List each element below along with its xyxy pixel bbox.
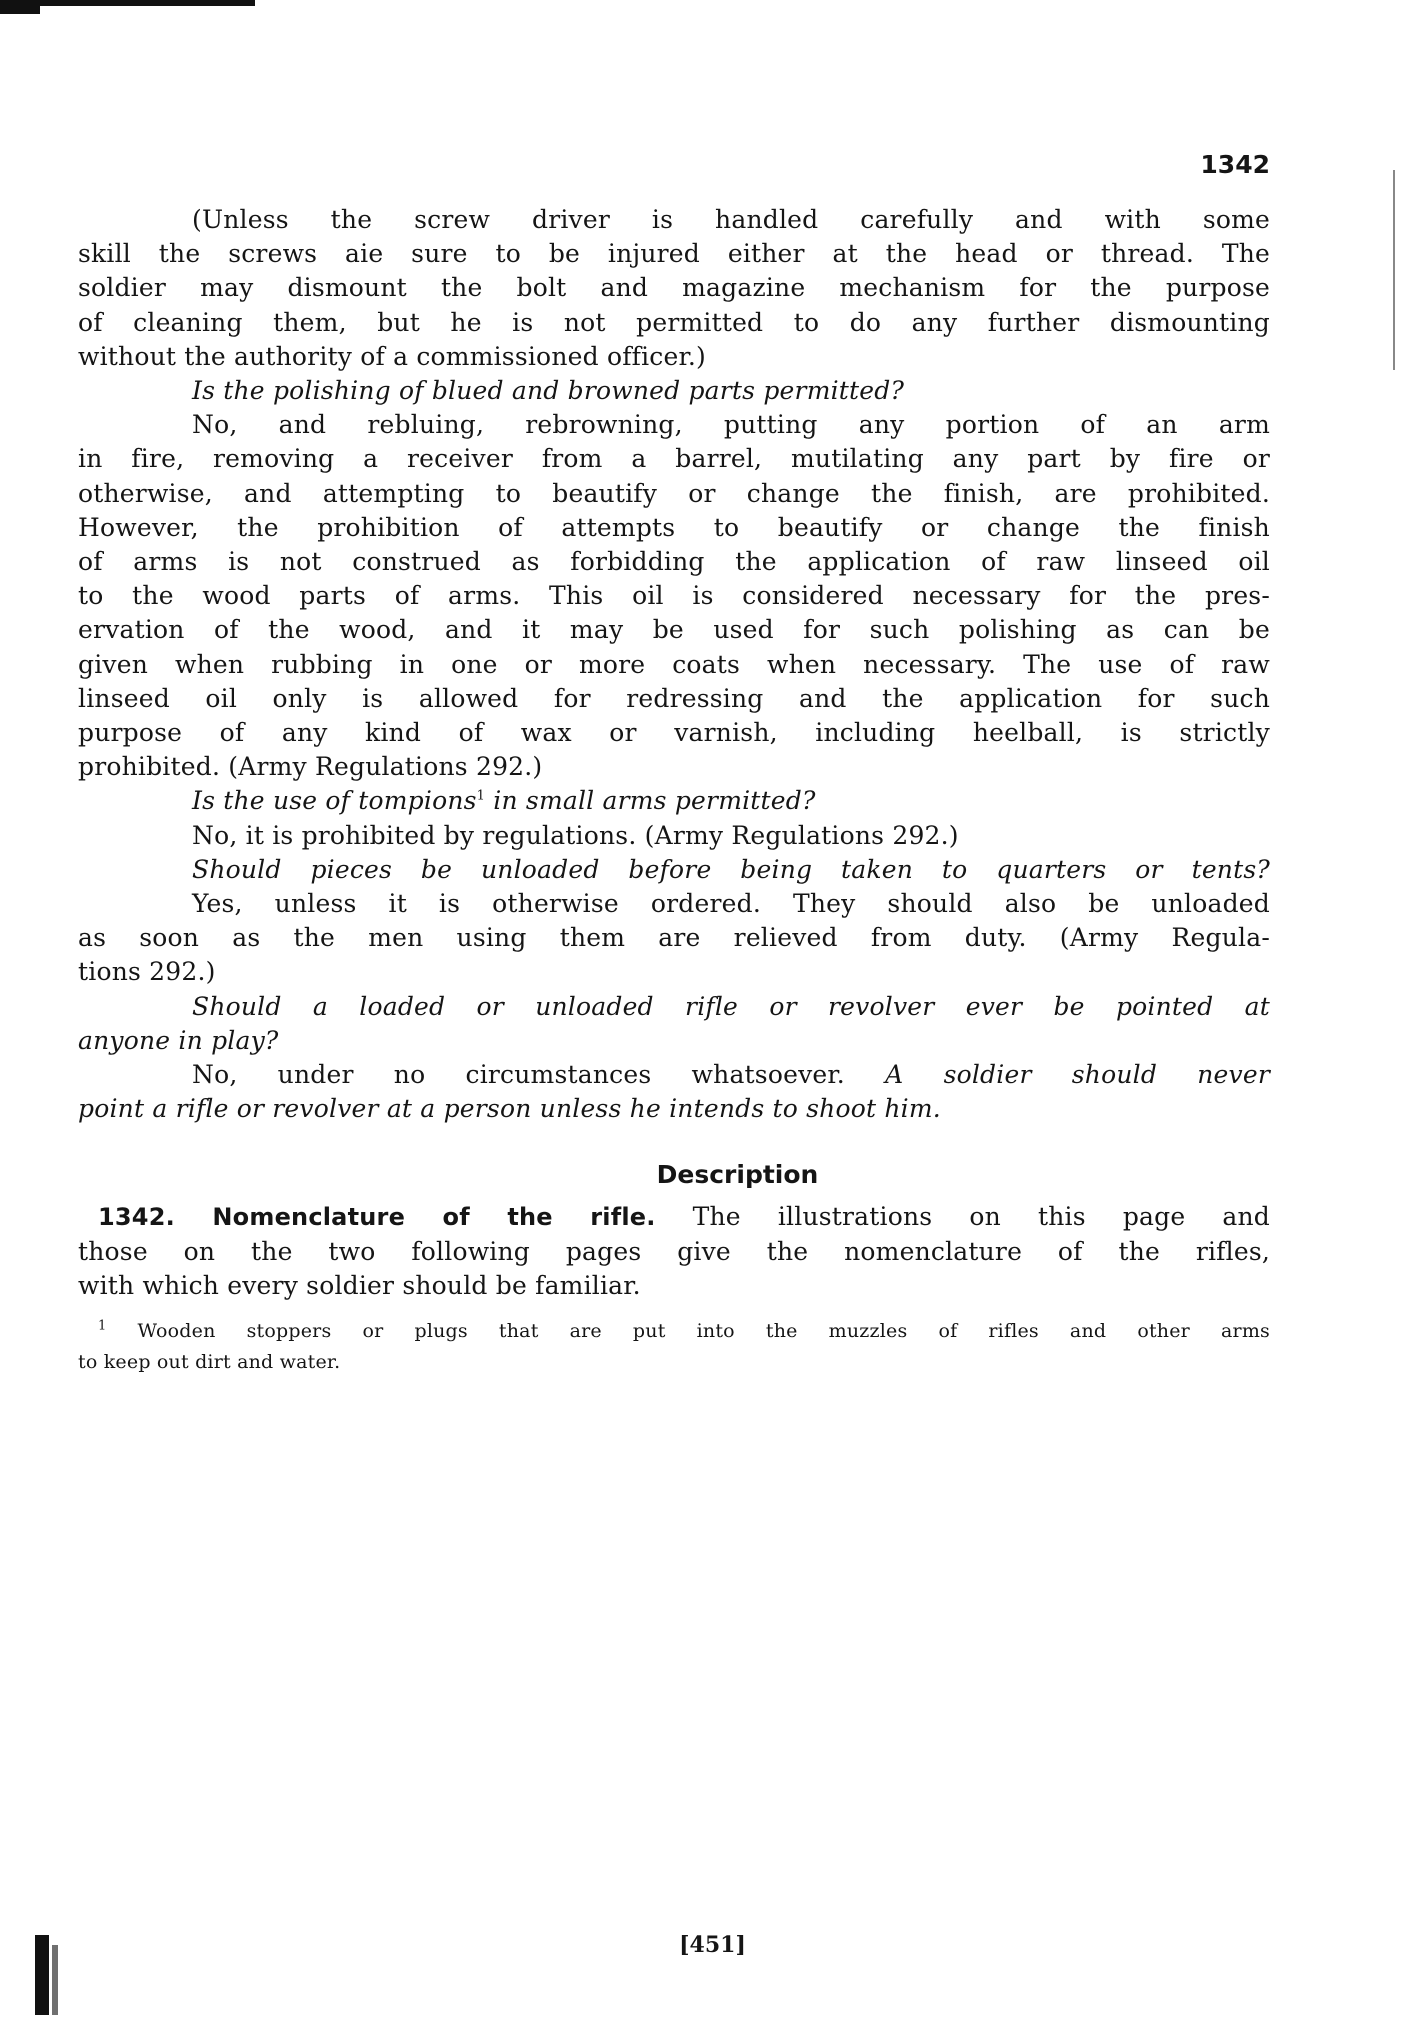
- text-line: [78, 579, 1270, 613]
- text-line: [192, 784, 1270, 818]
- footnote-line: [98, 1317, 1270, 1345]
- text-run: anyone in play?: [78, 1025, 279, 1055]
- text-line: [192, 853, 1270, 887]
- text-line: [78, 921, 1270, 955]
- text-run: No, under no circumstances whatsoever.: [192, 1060, 886, 1089]
- text-line: [192, 203, 1270, 237]
- text-run: 1342. Nomenclature of the rifle.: [98, 1203, 656, 1231]
- text-run: tions 292.): [78, 957, 216, 987]
- text-line: [192, 408, 1270, 442]
- text-run: in fire, removing a receiver from a barrel, mutilating any part by fire or: [78, 444, 1270, 474]
- text-line: [78, 1092, 1270, 1126]
- scan-edge-mark: [1393, 170, 1395, 370]
- footnote-ref: 1: [98, 1318, 107, 1334]
- text-run: prohibited. (Army Regulations 292.): [78, 752, 543, 782]
- text-run: No, it is prohibited by regulations. (Army Regulations 292.): [192, 820, 959, 850]
- text-run: (Unless the screw driver is handled carefully and with some: [192, 205, 1270, 234]
- text-line: [78, 511, 1270, 545]
- text-line: [192, 1058, 1270, 1092]
- page-section-marker: 1342: [1200, 150, 1270, 179]
- text-line: [78, 477, 1270, 511]
- text-line: [78, 716, 1270, 750]
- text-line: [78, 545, 1270, 579]
- text-line: [192, 819, 1270, 853]
- text-line: [78, 306, 1270, 340]
- text-line: [78, 237, 1270, 271]
- footnote-line: [78, 1348, 1270, 1376]
- text-line: [78, 682, 1270, 716]
- text-run: without the authority of a commissioned officer.): [78, 341, 707, 371]
- text-line: [78, 750, 1270, 784]
- text-run: No, and rebluing, rebrowning, putting any portion of an arm: [192, 410, 1270, 440]
- text-run: point a rifle or revolver at a person unless he intends to shoot him.: [78, 1094, 941, 1124]
- text-line: [78, 1024, 1270, 1058]
- text-run: However, the prohibition of attempts to beautify or change the finish: [78, 512, 1270, 542]
- text-line: [78, 1235, 1270, 1269]
- text-line: [78, 955, 1270, 989]
- text-run: Should a loaded or unloaded rifle or revolver ever be pointed at: [192, 991, 1270, 1021]
- text-line: [78, 1269, 1270, 1303]
- text-run: purpose of any kind of wax or varnish, including heelball, is strictly: [78, 718, 1270, 747]
- text-line: [78, 271, 1270, 305]
- text-run: Should pieces be unloaded before being taken to quarters or tents?: [192, 854, 1270, 884]
- text-run: otherwise, and attempting to beautify or change the finish, are prohibited.: [78, 478, 1270, 508]
- scan-edge-mark: [0, 0, 40, 14]
- text-line: [98, 1200, 1270, 1234]
- text-run: of cleaning them, but he is not permitted to do any further dismounting: [78, 307, 1270, 337]
- text-run: as soon as the men using them are relieved from duty. (Army Regula-: [78, 923, 1270, 953]
- text-run: Is the use of tompions: [192, 786, 477, 816]
- text-run: those on the two following pages give the nomenclature of the rifles,: [78, 1236, 1270, 1266]
- text-run: in small arms permitted?: [485, 786, 816, 816]
- text-line: [192, 374, 1270, 408]
- text-line: [192, 887, 1270, 921]
- scan-edge-mark: [35, 1935, 49, 2015]
- text-line: [78, 340, 1270, 374]
- scan-edge-mark: [52, 1945, 58, 2015]
- text-line: [192, 990, 1270, 1024]
- text-run: linseed oil only is allowed for redressing and the application for such: [78, 683, 1270, 713]
- text-run: with which every soldier should be familiar.: [78, 1271, 641, 1300]
- section-heading: Description: [656, 1160, 819, 1189]
- text-run: Yes, unless it is otherwise ordered. They should also be unloaded: [192, 889, 1270, 918]
- text-line: [78, 648, 1270, 682]
- text-line: [78, 613, 1270, 647]
- text-run: of arms is not construed as forbidding the application of raw linseed oil: [78, 547, 1270, 576]
- text-run: soldier may dismount the bolt and magazine mechanism for the purpose: [78, 273, 1270, 303]
- text-run: The illustrations on this page and: [655, 1202, 1270, 1231]
- text-run: ervation of the wood, and it may be used for such polishing as can be: [78, 615, 1270, 645]
- text-run: Wooden stoppers or plugs that are put into the muzzles of rifles and other arms: [106, 1320, 1270, 1342]
- text-line: [78, 442, 1270, 476]
- text-run: to keep out dirt and water.: [78, 1351, 341, 1373]
- text-run: to the wood parts of arms. This oil is considered necessary for the pres-: [78, 581, 1270, 611]
- text-run: given when rubbing in one or more coats when necessary. The use of raw: [78, 649, 1270, 679]
- footnote-ref: 1: [476, 789, 486, 805]
- text-run: Is the polishing of blued and browned parts permitted?: [192, 376, 905, 405]
- text-run: skill the screws aie sure to be injured either at the head or thread. The: [78, 239, 1270, 269]
- text-run: A soldier should never: [885, 1060, 1270, 1089]
- page-number: [451]: [679, 1932, 746, 1958]
